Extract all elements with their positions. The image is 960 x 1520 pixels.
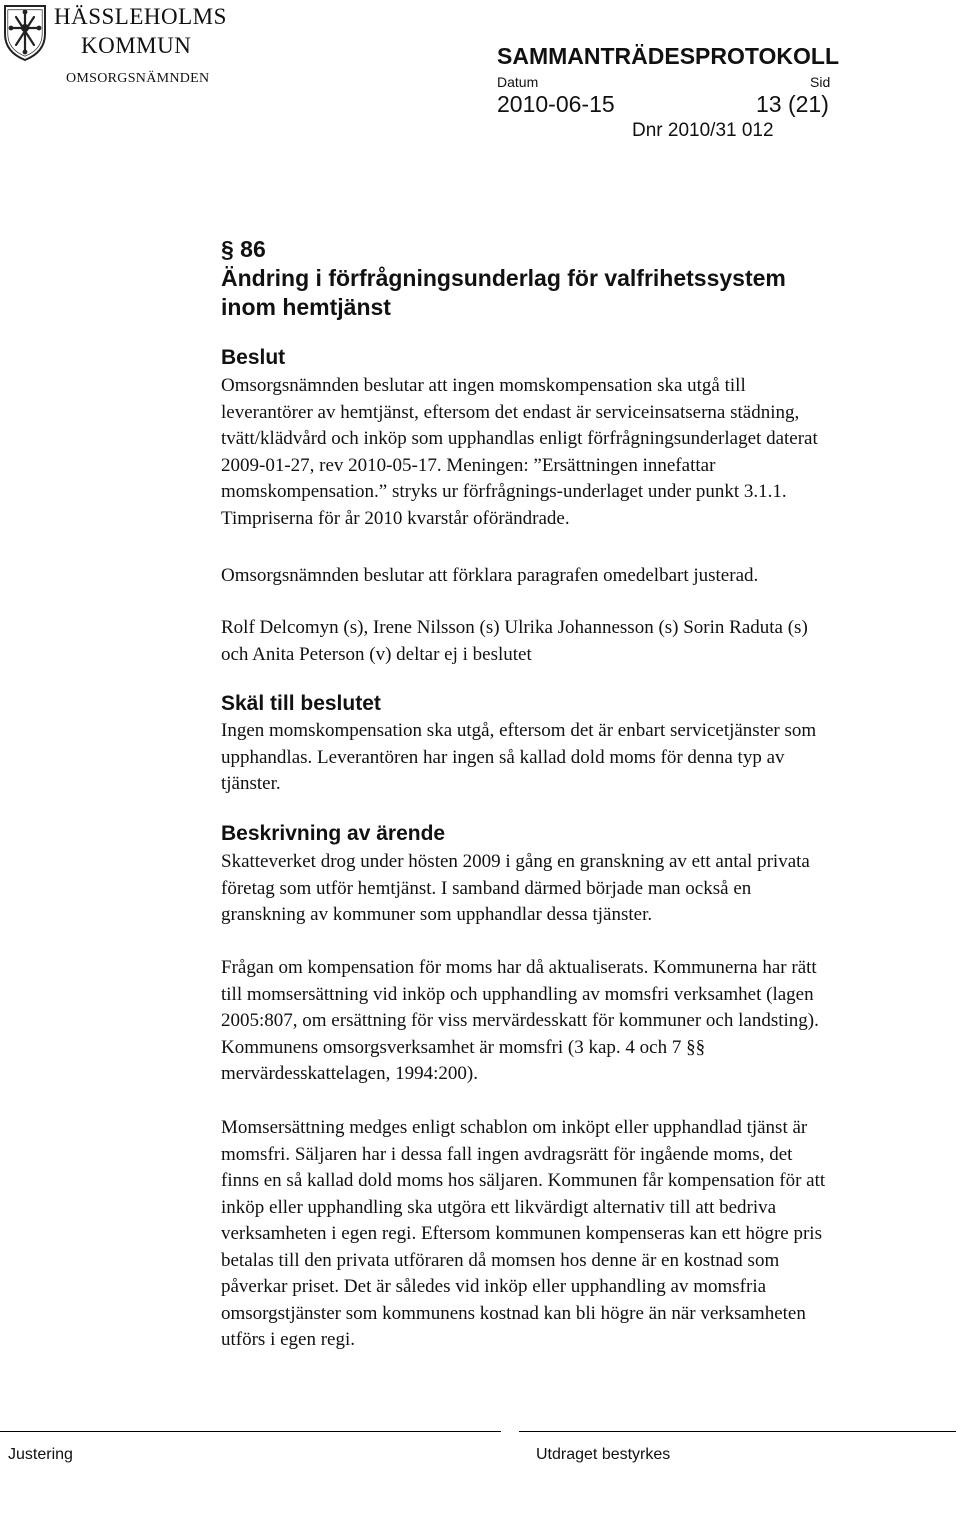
text-line: Omsorgsnämnden beslutar att förklara paragrafen omedelbart justerad. [221,565,759,586]
org-name-line2: KOMMUN [81,33,192,58]
text-line: tjänster. [221,773,281,794]
text-line: omsorgstjänster som kommunens kostnad kan bli högre än när verksamheten [221,1302,806,1324]
text-line: till momsersättning vid inköp och upphandling av momsfri verksamhet (lagen [221,983,814,1005]
certification-label: Utdraget bestyrkes [536,1446,671,1463]
text-line: mervärdesskattelagen, 1994:200). [221,1063,478,1084]
text-line: Momsersättning medges enligt schablon om inköpt eller upphandlad tjänst är [221,1117,808,1138]
org-name-line1: HÄSSLEHOLMS [54,4,227,29]
justering-label: Justering [8,1446,73,1463]
committee-name: OMSORGSNÄMNDEN [66,71,210,86]
beslut-paragraph-2 [221,563,960,590]
paragraph-number: § 86 [221,236,266,262]
text-line: företag som utför hemtjänst. I samband därmed började man också en [221,877,752,899]
text-line: utförs i egen regi. [221,1329,356,1350]
text-line: betalas till den privata utföraren då momsen hos denne är en kostnad som [221,1249,780,1271]
beslut-paragraph [221,373,960,532]
justering-signature-line [0,1431,501,1432]
text-line: Omsorgsnämnden beslutar att ingen momskompensation ska utgå till [221,375,746,396]
document-title: SAMMANTRÄDESPROTOKOLL [497,43,840,69]
text-line: Frågan om kompensation för moms har då aktualiserats. Kommunerna har rätt [221,957,817,978]
text-line: momskompensation.” stryks ur förfrågnings-underlaget under punkt 3.1.1. [221,481,787,502]
text-line: Ingen momskompensation ska utgå, eftersom det är enbart servicetjänster som [221,720,817,741]
item-title [221,264,786,322]
date-label: Datum [497,74,539,90]
text-line: leverantörer av hemtjänst, eftersom det endast är serviceinsatserna städning, [221,401,800,423]
text-line: verksamheten i egen regi. Eftersom kommunen kompenseras kan ett högre pris [221,1223,822,1244]
text-line: momsfri. Säljaren har i dessa fall ingen avdragsrätt för ingående moms, det [221,1143,793,1165]
text-line: Timpriserna för år 2010 kvarstår oförändrade. [221,507,570,529]
text-line: och Anita Peterson (v) deltar ej i beslutet [221,643,532,665]
text-line: inköp eller upphandling ska utgöra ett likvärdigt alternativ till att bedriva [221,1196,777,1218]
page-label: Sid [810,74,831,90]
text-line: Rolf Delcomyn (s), Irene Nilsson (s) Ulrika Johannesson (s) Sorin Raduta (s) [221,617,808,638]
registration-number: Dnr 2010/31 012 [632,120,774,141]
text-line: tvätt/klädvård och inköp som upphandlas enligt förfrågningsunderlaget daterat [221,428,818,449]
item-title-line: inom hemtjänst [221,294,391,320]
beslut-paragraph-3 [221,615,960,668]
text-line: 2009-01-27, rev 2010-05-17. Meningen: ”Ersättningen innefattar [221,454,716,476]
section-heading-skal: Skäl till beslutet [221,692,381,715]
section-heading-beslut: Beslut [221,346,286,369]
text-line: Kommunens omsorgsverksamhet är momsfri (3 kap. 4 och 7 §§ [221,1036,706,1058]
text-line: Skatteverket drog under hösten 2009 i gång en granskning av ett antal privata [221,851,810,872]
skal-paragraph [221,718,960,798]
text-line: 2005:807, om ersättning för viss mervärdesskatt för kommuner och landsting). [221,1010,819,1031]
page-number: 13 (21) [756,91,829,117]
meeting-date: 2010-06-15 [497,91,615,117]
text-line: finns en så kallad dold moms hos säljaren. Kommunen får kompensation för att [221,1170,826,1191]
certification-signature-line [519,1431,956,1432]
text-line: påverkar priset. Det är således vid inköp eller upphandling av momsfria [221,1276,767,1297]
beskrivning-paragraph-3 [221,1115,960,1354]
text-line: granskning av kommuner som upphandlar dessa tjänster. [221,904,653,925]
beskrivning-paragraph-2 [221,955,960,1088]
text-line: upphandlas. Leverantören har ingen så kallad dold moms för denna typ av [221,746,785,768]
item-title-line: Ändring i förfrågningsunderlag för valfrihetssystem [221,265,786,291]
section-heading-beskrivning: Beskrivning av ärende [221,822,446,845]
municipal-crest-icon [2,2,48,62]
beskrivning-paragraph-1 [221,849,960,929]
